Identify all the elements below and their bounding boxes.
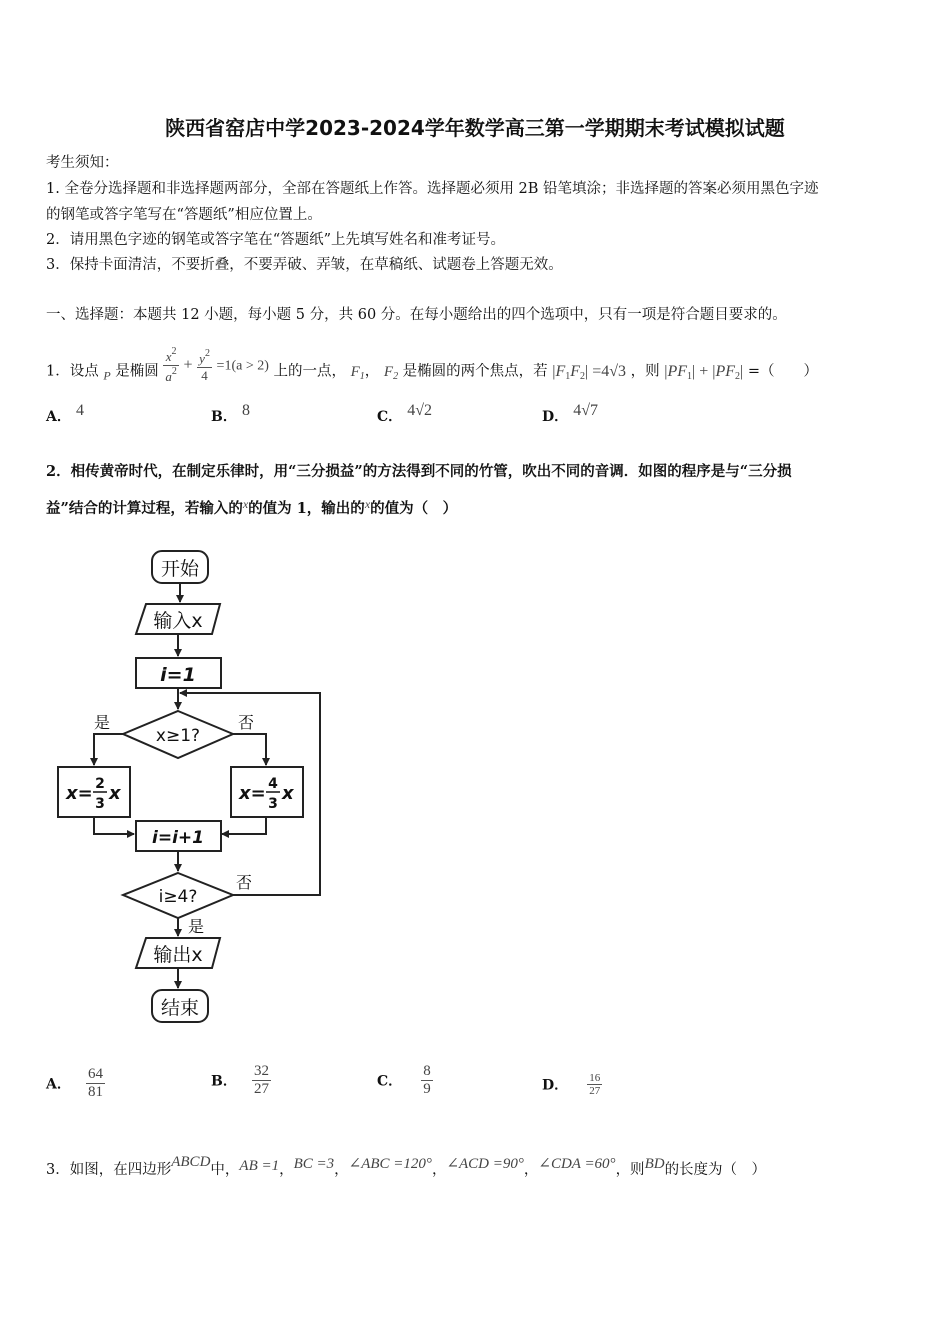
flow-left-formula: x=: [66, 783, 93, 804]
notice-line-1a: 1. 全卷分选择题和非选择题两部分，全部在答题纸上作答。选择题必须用 2B 铅笔填涂；非选择题的答案必须用黑色字迹: [46, 181, 819, 197]
notice-line-3: 3．保持卡面清洁，不要折叠，不要弄破、弄皱，在草稿纸、试题卷上答题无效。: [46, 257, 563, 273]
q3-angle-acd: ∠ACD =90°: [446, 1156, 524, 1172]
q3-angle-cda: ∠CDA =60°: [538, 1156, 616, 1172]
q3-angle-abc: ∠ABC =120°: [348, 1156, 432, 1172]
flow-start-label: 开始: [160, 558, 200, 580]
flow-right-frac-num: 4: [268, 776, 278, 792]
q2-line-1: 2．相传黄帝时代，在制定乐律时，用“三分损益”的方法得到不同的竹管，吹出不同的音调．如图的程序是与“三分损: [46, 463, 792, 480]
ellipse-equation-rhs: =1(a > 2): [216, 358, 269, 374]
section-heading: 一、选择题：本题共 12 小题，每小题 5 分，共 60 分。在每小题给出的四个选项中，只有一项是符合题目要求的。: [46, 307, 787, 323]
q1-text-point: 上的一点，: [273, 363, 346, 380]
q1-prefix: 1．设点: [46, 363, 99, 380]
notice-line-1b: 的钢笔或答字笔写在“答题纸”相应位置上。: [46, 207, 322, 223]
q1-text-end: =（ ）: [747, 363, 818, 380]
q1-text-foci: 是椭圆的两个焦点，若: [402, 363, 548, 380]
q3-text: 3．如图，在四边形ABCD中，AB =1，BC =3，∠ABC =120°，∠ACD =90°，∠CDA =60°，则BD的长度为（ ）: [46, 1154, 767, 1178]
q1-point-p: P: [103, 368, 111, 383]
flow-right-var: x: [282, 783, 294, 804]
flow-no-label-1: 否: [238, 713, 255, 732]
flow-yes-label-2: 是: [188, 917, 205, 936]
q2-line-2: 益”结合的计算过程，若输入的$^x$的值为 1，输出的$^x$的值为（ ）: [46, 497, 458, 517]
q3-bd: BD: [644, 1156, 665, 1172]
flow-left-frac-num: 2: [95, 776, 105, 792]
q2-option-a: A． $\frac{64}{81}$: [46, 1066, 103, 1100]
flow-no-label-2: 否: [236, 873, 253, 892]
flow-inc-label: i=i+1: [152, 828, 204, 848]
q2-option-d: D． $\frac{16}{27}$: [542, 1072, 601, 1097]
flow-left-var: x: [109, 783, 121, 804]
flow-init-label: i=1: [160, 664, 196, 686]
flow-end-label: 结束: [160, 997, 200, 1019]
q1-focus-f2: $F_2$: [383, 363, 399, 382]
q2-option-b: B． $\frac{32}{27}$: [211, 1063, 269, 1097]
q1-option-b: B． 8: [211, 402, 250, 425]
q1-expression: $|PF_1| + |PF_2|$: [664, 362, 744, 382]
flow-yes-label-1: 是: [93, 713, 110, 732]
q3-abcd: ABCD: [171, 1154, 211, 1170]
q3-bc: BC =3: [293, 1156, 335, 1172]
flow-right-formula: x=: [239, 783, 266, 804]
flow-left-frac-den: 3: [95, 796, 105, 812]
flow-cond2-label: i≥4?: [158, 887, 198, 907]
q1-text: 1．设点 $_P$ 是椭圆 $\frac{x^2}{a^2}$ + $\frac{y^2}{4}$ =1(a > 2) 上的一点， $F_1$， $F_2$ 是椭圆的两个焦点，若 $|F_1F_2| =4√3$ ，则 $|PF_1| + |PF_2|$ =（ ）: [46, 346, 818, 384]
notice-line-2: 2．请用黑色字迹的钢笔或答字笔在“答题纸”上先填写姓名和准考证号。: [46, 232, 506, 248]
q1-condition: $|F_1F_2| =4√3$: [552, 362, 627, 382]
flow-cond1-label: x≥1?: [155, 726, 201, 746]
q1-text-then: ，则: [630, 363, 660, 380]
flow-input-label: 输入x: [153, 610, 203, 632]
flow-right-frac-den: 3: [268, 796, 278, 812]
q2-option-c: C． $\frac{8}{9}$: [377, 1063, 431, 1097]
q1-ellipse-label: 是椭圆: [115, 363, 159, 380]
q1-option-c: C． 4√2: [377, 402, 433, 425]
q1-focus-f1: $F_1$: [350, 363, 365, 382]
q1-option-a: A． 4: [46, 402, 84, 425]
flow-output-label: 输出x: [153, 944, 203, 966]
q3-ab: AB =1: [239, 1158, 280, 1174]
page-title: 陕西省窑店中学2023-2024学年数学高三第一学期期末考试模拟试题: [165, 116, 785, 140]
q1-option-d: D． 4√7: [542, 402, 599, 425]
ellipse-equation: $\frac{x^2}{a^2}$ + $\frac{y^2}{4}$ =1(a > 2): [165, 346, 269, 384]
notice-heading: 考生须知：: [46, 155, 119, 171]
